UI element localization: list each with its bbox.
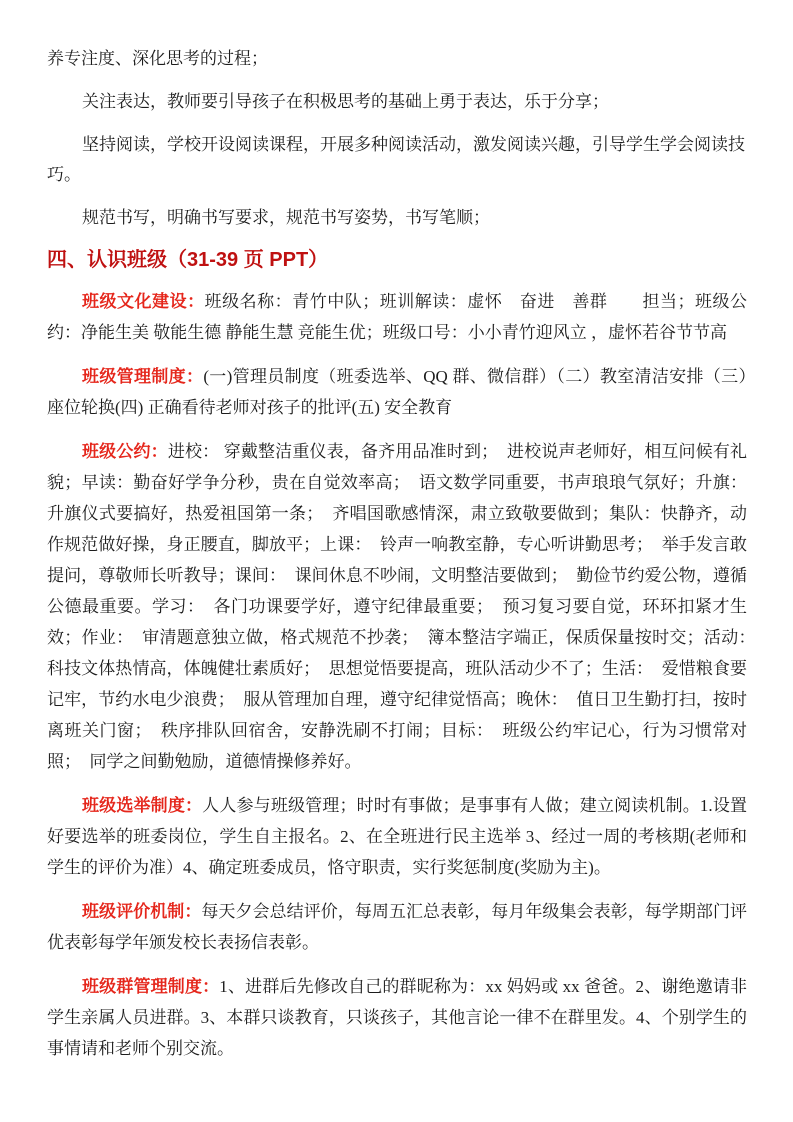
- section-body-class-culture: 班级名称：青竹中队；班训解读：虚怀 奋进 善群 担当；班级公约：净能生美 敬能生德 静能生慧 竞能生优；班级口号：小小青竹迎风立 ，虚怀若谷节节高: [47, 292, 748, 342]
- section-body-group-chat-rules: 1、进群后先修改自己的群昵称为：xx 妈妈或 xx 爸爸。2、谢绝邀请非学生亲属人员进群。3、本群只谈教育，只谈孩子，其他言论一律不在群里发。4、个别学生的事情请和老师个别交流。: [47, 977, 748, 1058]
- paragraph-focus-process: 养专注度、深化思考的过程；: [47, 49, 268, 68]
- section-label-class-management: 班级管理制度：: [82, 367, 204, 386]
- section-body-class-management: (一)管理员制度（班委选举、QQ 群、微信群）（二）教室清洁安排（三） 座位轮换(四) 正确看待老师对孩子的批评(五) 安全教育: [47, 367, 765, 417]
- paragraph-handwriting: 规范书写，明确书写要求，规范书写姿势，书写笔顺；: [82, 208, 490, 227]
- section-body-class-convention: 进校： 穿戴整洁重仪表，备齐用品准时到； 进校说声老师好，相互问候有礼貌；早读：勤奋好学争分秒，贵在自觉效率高； 语文数学同重要，书声琅琅气氛好；升旗：升旗仪式要搞好，热爱祖国第一条； 齐唱国歌感情深，肃立致敬要做到；集队：快静齐，动作规范做好操，身正腰直，脚放平；上课： 铃声一响教室静，专心听讲勤思考； 举手发言敢提问，尊敬师长听教导；课间： 课间休息不吵闹，文明整洁要做到； 勤俭节约爱公物，遵循公德最重要。学习： 各门功课要学好，遵守纪律最重要； 预习复习要自觉，环环扣紧才生效；作业： 审清题意独立做，格式规范不抄袭； 簿本整洁字端正，保质保量按时交；活动： 科技文体热情高，体魄健壮素质好； 思想觉悟要提高，班队活动少不了；生活： 爱惜粮食要记牢，节约水电少浪费； 服从管理加自理，遵守纪律觉悟高；晚休： 值日卫生勤打扫，按时离班关门窗； 秩序排队回宿舍，安静洗刷不打闹；目标： 班级公约牢记心，行为习惯常对照； 同学之间勤勉励，道德情操修养好。: [47, 442, 764, 771]
- paragraph-class-convention: [47, 436, 764, 777]
- paragraph-reading: 坚持阅读，学校开设阅读课程，开展多种阅读活动，激发阅读兴趣，引导学生学会阅读技巧。: [47, 135, 745, 184]
- section-heading-know-the-class: 四、认识班级（31-39 页 PPT）: [47, 249, 329, 271]
- paragraph-group-chat-rules: [47, 971, 747, 1064]
- section-body-class-evaluation: 每天夕会总结评价，每周五汇总表彰，每月年级集会表彰，每学期部门评优表彰每学年颁发校长表扬信表彰。: [47, 902, 748, 952]
- paragraph-class-management: [47, 361, 765, 423]
- section-label-class-culture: 班级文化建设：: [82, 292, 205, 311]
- paragraph-class-election: [47, 790, 747, 883]
- paragraph-class-evaluation: [47, 896, 747, 958]
- paragraph-class-culture: [47, 286, 747, 348]
- section-label-class-election: 班级选举制度：: [82, 796, 203, 815]
- section-label-class-evaluation: 班级评价机制：: [82, 902, 202, 921]
- section-label-class-convention: 班级公约：: [82, 442, 168, 461]
- section-label-group-chat-rules: 班级群管理制度：: [82, 977, 220, 996]
- section-body-class-election: 人人参与班级管理；时时有事做；是事事有人做；建立阅读机制。1.设置好要选举的班委岗位，学生自主报名。2、在全班进行民主选举 3、经过一周的考核期(老师和学生的评价为准）4、确定班委成员，恪守职责，实行奖惩制度(奖励为主)。: [47, 796, 748, 877]
- paragraph-expression: 关注表达，教师要引导孩子在积极思考的基础上勇于表达，乐于分享；: [82, 92, 609, 111]
